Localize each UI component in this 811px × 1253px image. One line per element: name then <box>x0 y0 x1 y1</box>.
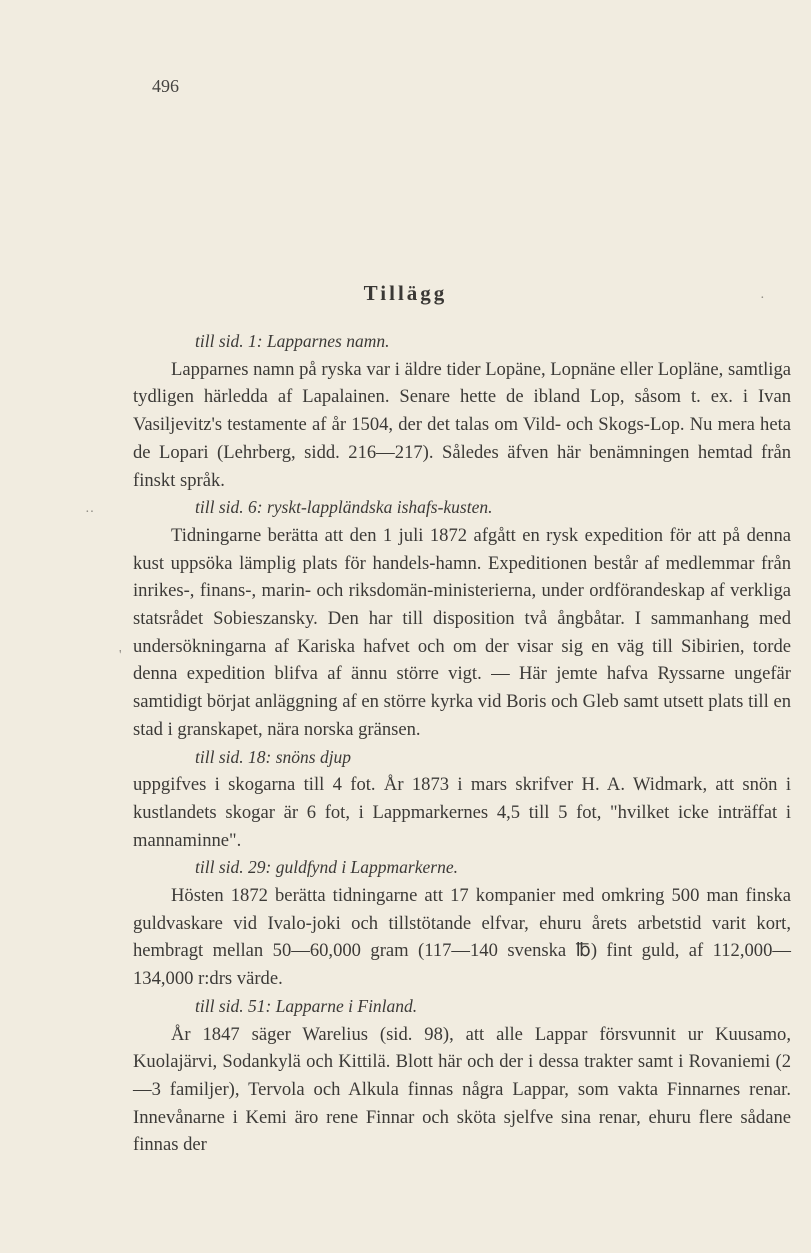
section-lapparnes-namn <box>133 328 791 494</box>
section-paragraph: År 1847 säger Warelius (sid. 98), att alle Lappar försvunnit ur Kuusamo, Kuolajärvi, Sodankylä och Kittilä. Blott här och der i dessa trakter samt i Rovaniemi (2—3 familjer), Tervola och Alkula finnas några Lappar, som vakta Finnarnes renar. Innevånarne i Kemi äro rene Finnar och sköta sjelfve sina renar, ehuru flere sådane finnas der <box>133 1023 791 1156</box>
section-guldfynd <box>133 854 791 993</box>
section-ishafs-kusten <box>133 494 791 743</box>
section-title <box>133 328 791 356</box>
section-title-text: Lapparnes namn. <box>266 331 390 351</box>
section-title <box>133 744 791 772</box>
page-number: 496 <box>152 76 179 96</box>
section-ref: till sid. 6: <box>195 497 263 518</box>
section-snons-djup <box>133 744 791 855</box>
section-title-text: Lapparne i Finland. <box>275 995 418 1016</box>
section-title-text: guldfynd i Lappmarkerne. <box>275 857 458 878</box>
section-paragraph: Tidningarne berätta att den 1 juli 1872 afgått en rysk expedition för att på denna kust uppsöka lämplig plats för handels-hamn. Expeditionen består af medlemmar från inrikes-, finans-, marin- och riksdomän-ministerierna, under ordförandeskap af verkliga statsrådet Sobieszansky. Den har till disposition två ångbåtar. I sammanhang med undersökningarna af Kariska hafvet och om der visar sig en väg till Sibirien, torde denna expedition blifva af ännu större vigt. — Här jemte hafva Ryssarne ungefär samtidigt börjat anläggning af en större kyrka vid Boris och Gleb samt utsett plats till en stad i granskapet, nära norska gränsen. <box>133 524 791 740</box>
section-title-text: ryskt-lappländska ishafs-kusten. <box>266 497 493 518</box>
section-title <box>133 494 791 522</box>
section-lapparne-i-finland <box>133 993 791 1159</box>
section-title-text: snöns djup <box>275 746 352 767</box>
section-ref: till sid. 18: <box>195 746 272 767</box>
body-text <box>133 328 791 1159</box>
section-title <box>133 993 791 1021</box>
section-paragraph: Lapparnes namn på ryska var i äldre tider Lopäne, Lopnäne eller Lopläne, samtliga tydligen härledda af Lapalainen. Senare hette de ibland Lop, såsom t. ex. i Ivan Vasiljevitz's testamente af år 1504, der det talas om Vild- och Skogs-Lop. Nu mera heta de Lopari (Lehrberg, sidd. 216—217). Således äfven här benämningen hemtad från finskt språk. <box>133 358 791 491</box>
section-ref: till sid. 51: <box>195 995 272 1016</box>
margin-speck: · <box>760 291 765 306</box>
section-paragraph: uppgifves i skogarna till 4 fot. År 1873 i mars skrifver H. A. Widmark, att snön i kustlandets skogar är 6 fot, i Lappmarkernes 4,5 till 5 fot, "hvilket icke inträffat i mannaminne". <box>133 774 791 851</box>
section-ref: till sid. 29: <box>195 857 272 878</box>
section-title <box>133 854 791 882</box>
margin-speck: ·· <box>85 505 95 520</box>
section-ref: till sid. 1: <box>195 331 263 351</box>
page-heading: Tillägg <box>363 281 448 305</box>
margin-speck: ' <box>119 648 122 663</box>
section-paragraph: Hösten 1872 berätta tidningarne att 17 kompanier med omkring 500 man finska guldvaskare vid Ivalo-joki och tillstötande elfvar, ehuru årets arbetstid varit kort, hembragt mellan 50—60,000 gram (117—140 svenska ℔) fint guld, af 112,000—134,000 r:drs värde. <box>133 885 791 990</box>
